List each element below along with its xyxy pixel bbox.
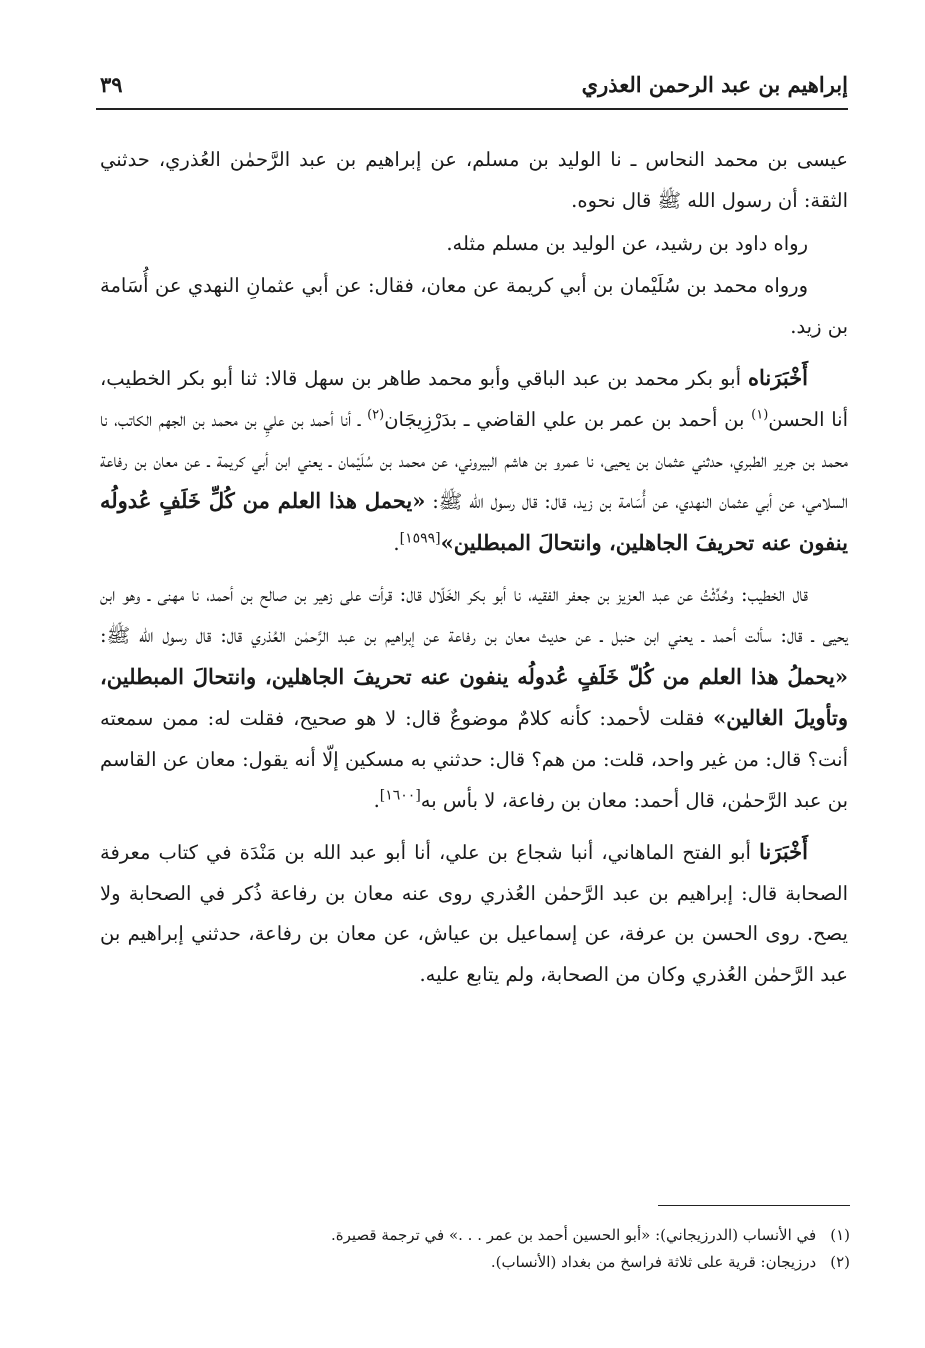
footnote-number: (١) xyxy=(830,1226,850,1244)
khatib-text-2: فقلت لأحمد: كأنه كلامٌ موضوعٌ قال: لا هو صحيح، فقلت له: ممن سمعته أنت؟ قال: من غير واحد، قلت: من هم؟ قال: حدثني به مسكين إلّا أنه يقول: معان عن القاسم بن عبد الرَّحمٰن، قال أحمد: معان بن رفاعة، لا بأس به xyxy=(100,707,848,812)
footnotes xyxy=(230,1222,850,1276)
footnote-2 xyxy=(230,1249,850,1276)
hadith-number-1600: [١٦٠٠] xyxy=(379,787,421,804)
khatib-text-1: قال الخطيب: وحُدِّثْتُ عن عبد العزيز بن جعفر الفقيه، نا أبو بكر الخَلّال قال: قرأت على زهير بن صالح بن أحمد، نا مهنى ـ وهو ابن يحيى ـ قال: سألت أحمد ـ يعني ابن حنبل ـ عن حديث معان بن رفاعة عن إبراهيم بن عبد الرَّحمٰن العُذري قال: قال رسول الله ﷺ: xyxy=(100,582,848,647)
sentence-end: . xyxy=(393,532,400,556)
footnote-marker-1: (١) xyxy=(751,407,769,423)
isnad-text-2: بن أحمد بن عمر بن علي القاضي ـ بدَرْزِيجَان xyxy=(384,407,752,431)
hadith-number-1599: [١٥٩٩] xyxy=(399,530,441,547)
header-rule xyxy=(96,108,848,110)
footnote-text: درزيجان: قرية على ثلاثة فراسخ من بغداد (الأنساب). xyxy=(490,1253,817,1271)
page-number: ٣٩ xyxy=(100,72,123,97)
running-title: إبراهيم بن عبد الرحمن العذري xyxy=(581,72,848,97)
isnad-text-3: ـ أنا أحمد بن عليِ بن محمد بن الجهم الكاتب، نا محمد بن جرير الطبري، حدثني عثمان بن يحيى، نا عمرو بن هاشم البيروني، عن محمد بن سُلَيْمان ـ يعني ابن أبي كريمة ـ عن معان بن رفاعة السلامي، عن أبي عثمان النهدي، عن أُسَامة بن زيد، قال: قال رسول الله ﷺ: xyxy=(100,407,848,514)
akhbarana-lead-word: أَخْبَرَنا xyxy=(759,838,808,864)
footnote-text: في الأنساب (الدرزيجاني): «أبو الحسين أحمد بن عمر . . .» في ترجمة قصيرة. xyxy=(330,1226,817,1244)
paragraph-akhbarana-mahani xyxy=(100,832,848,996)
isnad-text-1: أبو بكر محمد بن عبد الباقي وأبو محمد طاهر بن سهل قالا: ثنا أبو بكر الخطيب، أنا الحسن xyxy=(100,366,849,431)
footnote-number: (٢) xyxy=(830,1253,850,1271)
paragraph-akhbaranahu xyxy=(100,358,848,565)
akhbarana-lead-word: أَخْبَرَناه xyxy=(748,364,808,390)
paragraph-muhammad-bin-sulayman: ورواه محمد بن سُلَيْمان بن أبي كريمة عن معان، فقال: عن أبي عثمانِ النهدي عن أُسَامة بن زيد. xyxy=(100,274,848,339)
footnote-1 xyxy=(230,1222,850,1249)
paragraph-dawud-bin-rushayd: رواه داود بن رشيد، عن الوليد بن مسلم مثله. xyxy=(446,231,808,255)
running-header xyxy=(96,70,848,106)
paragraph-al-khatib xyxy=(100,575,848,822)
sentence-end: . xyxy=(373,788,380,812)
footnote-marker-2: (٢) xyxy=(367,407,385,423)
mahani-text: أبو الفتح الماهاني، أنبا شجاع بن علي، أنا أبو عبد الله بن مَنْدَة في كتاب معرفة الصحابة قال: إبراهيم بن عبد الرَّحمٰن العُذري روى عنه معان بن رفاعة ذُكر في الصحابة ولا يصح. روى الحسن بن عرفة، عن إسماعيل بن عياش، عن معان بن رفاعة، حدثني إبراهيم بن عبد الرَّحمٰن العُذري وكان من الصحابة، ولم يتابع عليه. xyxy=(100,840,848,987)
main-text xyxy=(100,140,848,996)
footnote-rule xyxy=(658,1205,850,1206)
paragraph-isa-bin-muhammad: عيسى بن محمد النحاس ـ نا الوليد بن مسلم، عن إبراهيم بن عبد الرَّحمٰن العُذري، حدثني الثقة: أن رسول الله ﷺ قال نحوه. xyxy=(100,148,848,212)
hadith-text-1600: «يحملُ هذا العلم من كُلّ خَلَفٍ عُدولُه ينفون عنه تحريفَ الجاهلين، وانتحالَ المبطلين، وتأويلَ الغالين» xyxy=(100,663,848,731)
hadith-text-1599: «يحمل هذا العلم من كُلِّ خَلَفٍ عُدولُه ينفون عنه تحريفَ الجاهلين، وانتحالَ المبطلين» xyxy=(100,488,848,556)
